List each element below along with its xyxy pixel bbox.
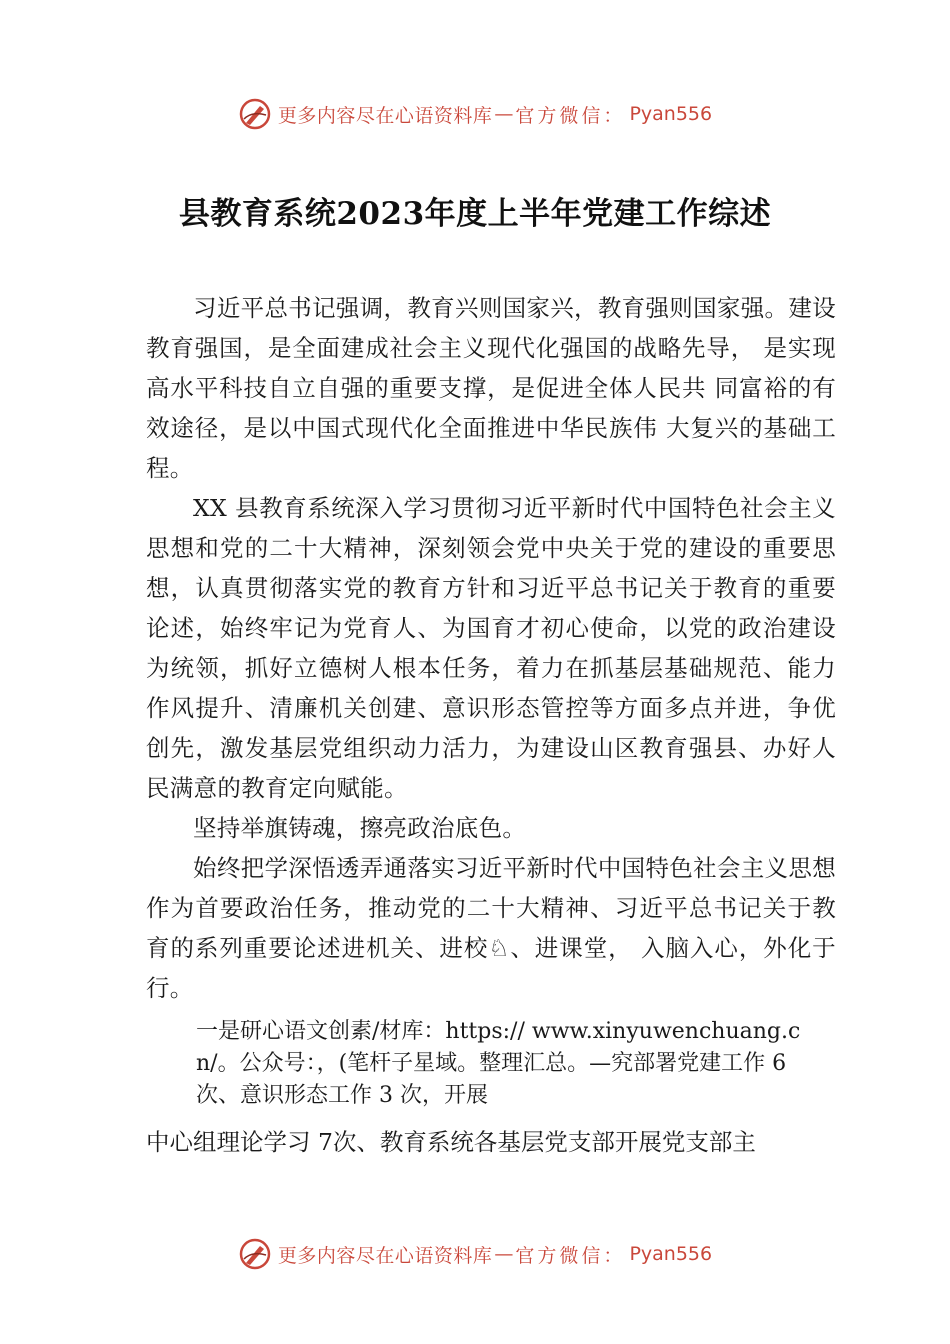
document-title: 县教育系统2023年度上半年党建工作综述: [178, 196, 772, 232]
pen-logo-icon: [238, 97, 272, 131]
header-watermark-banner: [0, 94, 950, 134]
banner-wechat-id: Pyan556: [629, 103, 713, 125]
banner-slogan: 更多内容尽在心语资料库: [277, 104, 493, 127]
footer-watermark-banner: [0, 1234, 950, 1274]
banner-wechat-id: Pyan556: [629, 1243, 713, 1265]
paragraph-2: XX 县教育系统深入学习贯彻习近平新时代中国特色社会主义思想和党的二十大精神，深刻领会党中央关于党的建设的重要思想，认真贯彻落实党的教育方针和习近平总书记关于教育的重要论述，始终牢记为党育人、为国育才初心使命，以党的政治建设为统领，抓好立德树人根本任务，着力在抓基层基础规范、能力作风提升、清廉机关创建、意识形态管控等方面多点并进，争优创先，激发基层党组织动力活力，为建设山区教育强县、办好人民满意的教育定向赋能。: [146, 494, 836, 802]
banner-wechat-label: 官方微信：: [515, 1244, 626, 1267]
document-body: [146, 288, 836, 1162]
banner-wechat-label: 官方微信：: [515, 104, 626, 127]
paragraph-3: 始终把学深悟透弄通落实习近平新时代中国特色社会主义思想作为首要政治任务，推动党的二十大精神、习近平总书记关于教育的系列重要论述进机关、进校♘、进课堂， 入脑入心，外化于行。: [146, 854, 836, 1002]
watermark-sub-block: 一是研心语文创素/材库：https:// www.xinyuwenchuang.cn/。公众号：，(笔杆子星域。整理汇总。—究部署党建工作 6 次、意识形态工作 3 次，开展: [196, 1019, 801, 1108]
banner-separator: —: [494, 1243, 514, 1265]
paragraph-last-line: 中心组理论学习 7次、教育系统各基层党支部开展党支部主: [146, 1128, 756, 1156]
banner-separator: —: [494, 103, 514, 125]
paragraph-1: 习近平总书记强调，教育兴则国家兴，教育强则国家强。建设教育强国，是全面建成社会主义现代化强国的战略先导， 是实现高水平科技自立自强的重要支撑，是促进全体人民共 同富裕的有效途径，是以中国式现代化全面推进中华民族伟 大复兴的基础工程。: [146, 294, 836, 482]
pen-logo-icon: [238, 1237, 272, 1271]
banner-slogan: 更多内容尽在心语资料库: [277, 1244, 493, 1267]
section-heading: 坚持举旗铸魂，擦亮政治底色。: [193, 814, 527, 842]
